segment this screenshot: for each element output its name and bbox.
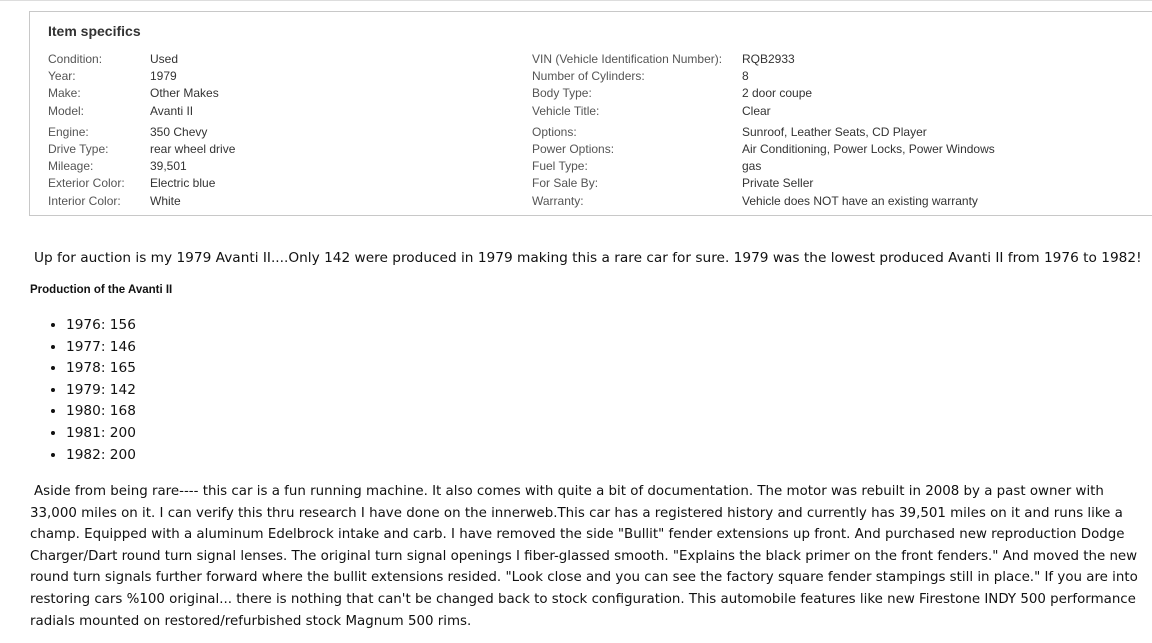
spec-label: Options: (532, 125, 577, 139)
spec-value: 2 door coupe (742, 86, 813, 100)
spec-value: Air Conditioning, Power Locks, Power Windows (742, 142, 995, 156)
spec-value: 8 (742, 69, 749, 83)
production-list-item: • 1976: 156 (66, 315, 136, 337)
spec-value: Private Seller (742, 176, 814, 190)
spec-label: Number of Cylinders: (532, 69, 645, 83)
spec-value: Clear (742, 104, 771, 118)
spec-label: Condition: (48, 52, 103, 66)
spec-label: For Sale By: (532, 176, 599, 190)
spec-label: Interior Color: (48, 194, 121, 208)
spec-label: Exterior Color: (48, 176, 125, 190)
spec-label: VIN (Vehicle Identification Number): (532, 52, 723, 66)
spec-value: RQB2933 (742, 52, 795, 66)
description-intro: Up for auction is my 1979 Avanti II....Only 142 were produced in 1979 making this a rare car for sure. 1979 was the lowest produced Avanti II from 1976 to 1982! (34, 250, 1142, 266)
spec-value: 39,501 (150, 159, 187, 173)
spec-value: Other Makes (150, 86, 219, 100)
spec-value: 1979 (150, 69, 177, 83)
production-list-item: • 1980: 168 (66, 401, 136, 423)
spec-label: Make: (48, 86, 81, 100)
spec-label: Drive Type: (48, 142, 109, 156)
spec-value: Sunroof, Leather Seats, CD Player (742, 125, 927, 139)
spec-label: Model: (48, 104, 85, 118)
spec-value: Vehicle does NOT have an existing warranty (742, 194, 978, 208)
spec-value: gas (742, 159, 762, 173)
spec-label: Power Options: (532, 142, 615, 156)
spec-value: Used (150, 52, 179, 66)
production-heading: Production of the Avanti II (30, 284, 173, 296)
spec-label: Body Type: (532, 86, 592, 100)
spec-value: 350 Chevy (150, 125, 208, 139)
spec-label: Vehicle Title: (532, 104, 600, 118)
production-list (48, 315, 136, 466)
spec-label: Fuel Type: (532, 159, 588, 173)
item-specifics-title: Item specifics (48, 23, 141, 39)
spec-value: White (150, 194, 181, 208)
production-list-item: • 1982: 200 (66, 445, 136, 467)
production-list-item: • 1977: 146 (66, 337, 136, 359)
spec-label: Year: (48, 69, 76, 83)
spec-label: Mileage: (48, 159, 94, 173)
production-list-item: • 1978: 165 (66, 358, 136, 380)
spec-value: Avanti II (150, 104, 194, 118)
production-list-item: • 1979: 142 (66, 380, 136, 402)
description-body: Aside from being rare---- this car is a fun running machine. It also comes with quite a bit of documentation. The motor was rebuilt in 2008 by a past owner with 33,000 miles on it. I can verify this thru research I have done on the innerweb.This car has a registered history and currently has 39,501 miles on it and runs like a champ. Equipped with a aluminum Edelbrock intake and carb. I have removed the side "Bullit" fender extensions up front. And purchased new reproduction Dodge Charger/Dart round turn signal lenses. The original turn signal openings I fiber-glassed smooth. "Explains the black primer on the front fenders." And moved the new round turn signals further forward where the bullit extensions resided. "Look close and you can see the factory square fender stampings still in place." If you are into restoring cars %100 original... there is nothing that can't be changed back to stock configuration. This automobile features like new Firestone INDY 500 performance radials mounted on restored/refurbished stock Magnum 500 rims. (30, 484, 1138, 629)
top-divider (0, 0, 1152, 1)
item-specifics-panel (29, 11, 1152, 216)
spec-label: Engine: (48, 125, 89, 139)
production-list-item: • 1981: 200 (66, 423, 136, 445)
spec-label: Warranty: (532, 194, 584, 208)
spec-value: rear wheel drive (150, 142, 236, 156)
spec-value: Electric blue (150, 176, 216, 190)
